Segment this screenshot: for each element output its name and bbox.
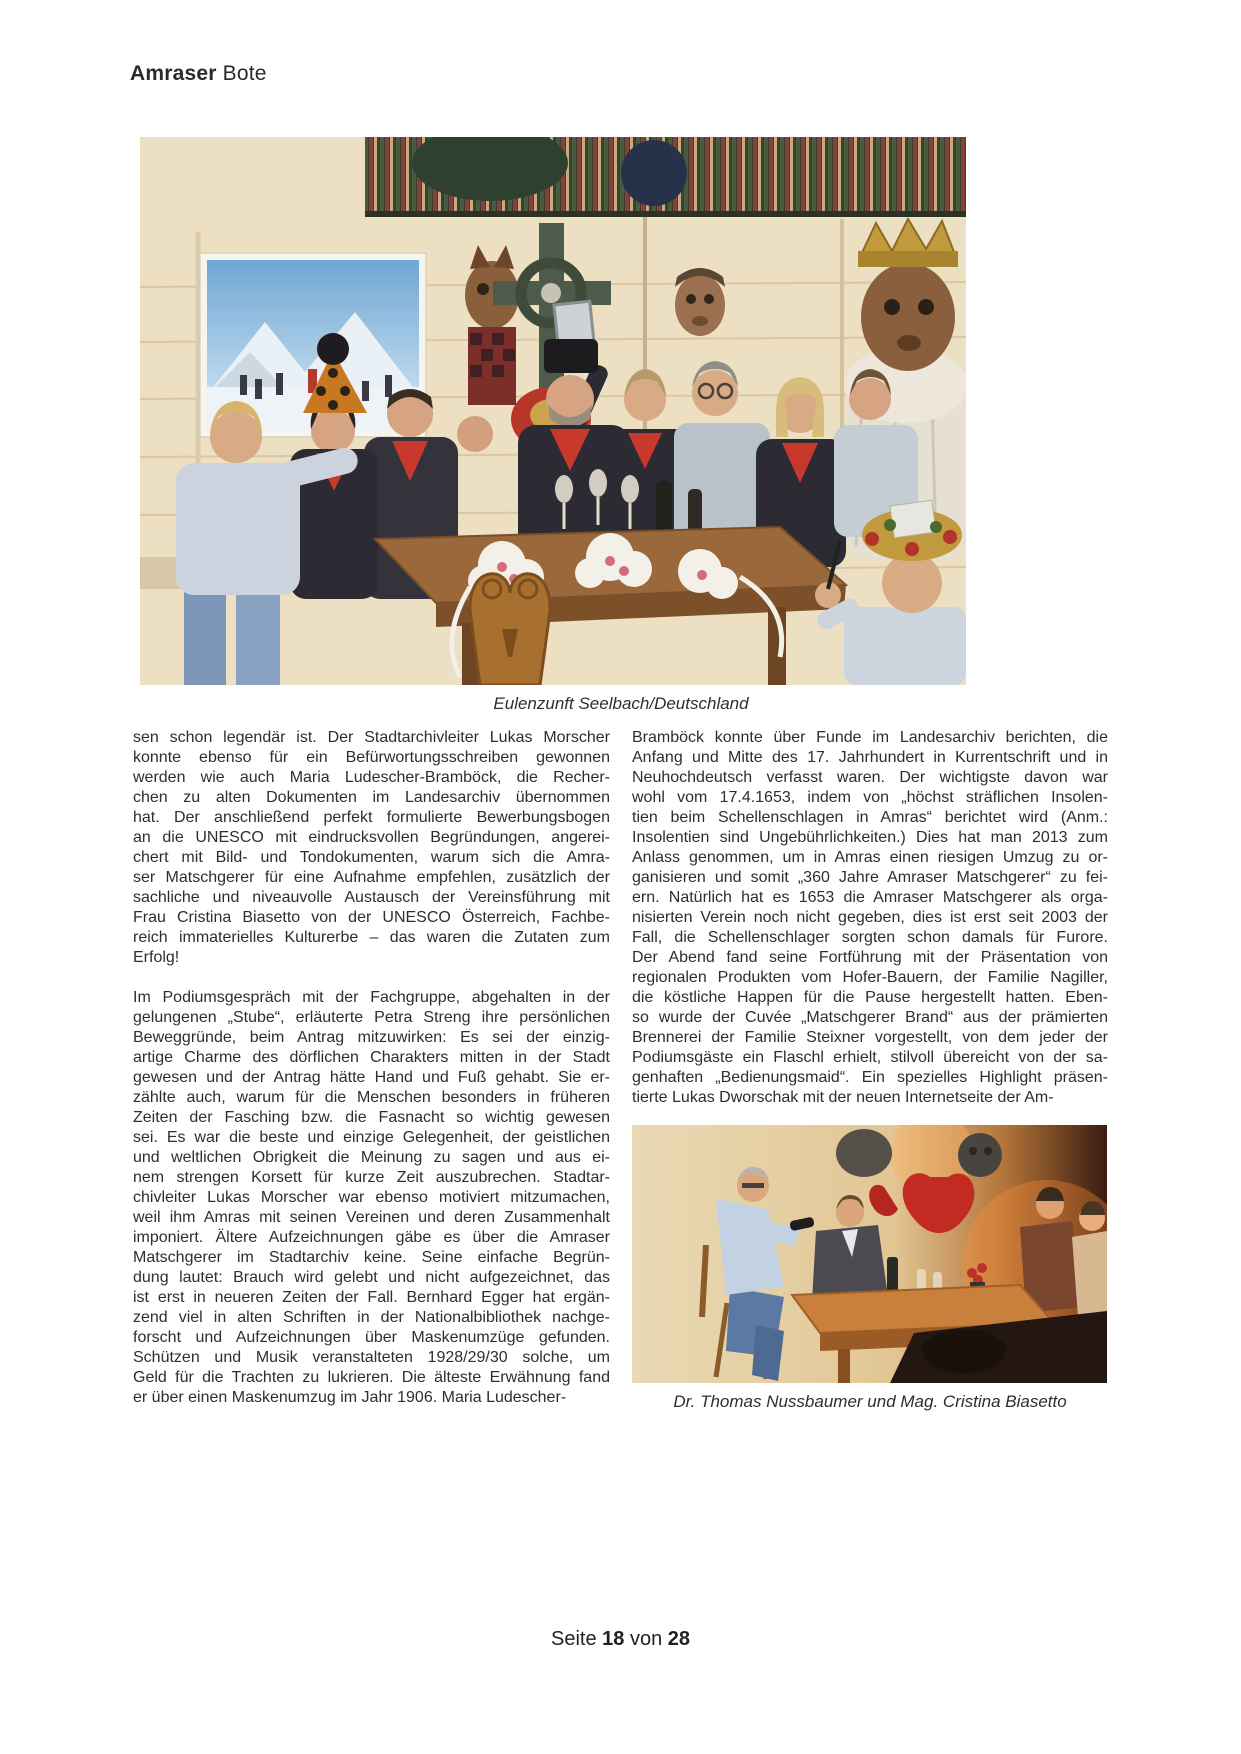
photo-podium-art xyxy=(632,1125,1107,1383)
text-line: ern. Natürlich hat es 1653 die Amraser Matschgerer als orga- xyxy=(632,889,1108,906)
text-line: ist erst in neueren Zeiten der Fall. Bernhard Egger hat ergän- xyxy=(133,1289,610,1306)
text-line: er über einen Maskenumzug im Jahr 1906. Maria Ludescher- xyxy=(133,1389,567,1406)
text-line: Anfang und Mitte des 17. Jahrhundert in Kurrentschrift und in xyxy=(632,749,1108,766)
masthead-title-regular: Bote xyxy=(222,62,267,85)
text-line: forscht und Aufzeichnungen über Maskenumzüge gefunden. xyxy=(133,1329,610,1346)
text-line: sachliche und niveauvolle Austausch der Vereinsführung mit xyxy=(133,889,610,906)
text-line: tierte Lukas Dworschak mit der neuen Internetseite der Am- xyxy=(632,1089,1054,1106)
paragraph xyxy=(133,988,610,1408)
text-line: Erfolg! xyxy=(133,949,180,966)
photo-eulenzunft-art xyxy=(140,137,966,685)
text-line: gewesen und der Antrag hätte Hand und Fuß gehabt. Sie er- xyxy=(133,1069,610,1086)
photo-top-caption: Eulenzunft Seelbach/Deutschland xyxy=(493,694,749,713)
article-column-left xyxy=(133,728,610,1412)
text-line: nisierten Verein noch nicht gegeben, dies ist erst seit 2003 der xyxy=(632,909,1108,926)
text-line: die köstliche Happen für die Pause hergestellt hatten. Eben- xyxy=(632,989,1108,1006)
text-line: so wurde der Cuvée „Matschgerer Brand“ aus der prämierten xyxy=(632,1009,1108,1026)
text-line: Geld für die Trachten zu lukrieren. Die älteste Erwähnung fand xyxy=(133,1369,610,1386)
article-body xyxy=(133,728,1108,1412)
text-line: regionalen Produkten vom Hofer-Bauern, der Familie Nagiller, xyxy=(632,969,1108,986)
text-line: werden wie auch Maria Ludescher-Bramböck, die Recher- xyxy=(133,769,610,786)
text-line: Brennerei der Familie Steixner vorgestellt, von dem jeder der xyxy=(632,1029,1108,1046)
text-line: Frau Cristina Biasetto von der UNESCO Österreich, Fachbe- xyxy=(133,909,610,926)
photo-eulenzunft xyxy=(140,137,966,685)
masthead xyxy=(130,62,267,86)
text-line: wohl vom 17.4.1653, indem von „höchst sträflichen Insolen- xyxy=(632,789,1108,806)
page-footer xyxy=(0,1628,1241,1651)
footer-label-page: Seite xyxy=(550,1628,597,1650)
text-line: tien beim Schellenschlagen in Amras“ berichtet wird (Anm.: xyxy=(632,809,1108,826)
text-line: konnte ebenso für ein Befürwortungsschreiben gewonnen xyxy=(133,749,610,766)
footer-label-of: von xyxy=(629,1628,663,1650)
text-line: zend viel in alten Schriften in der Nationalbibliothek nachge- xyxy=(133,1309,610,1326)
text-line: nem strengen Korsett für kurze Zeit auszubrechen. Stadtar- xyxy=(133,1169,610,1186)
text-line: chen zu alten Dokumenten im Landesarchiv übernommen xyxy=(133,789,610,806)
text-line: Podiumsgäste ein Flaschl erhielt, stilvoll übereicht von der sa- xyxy=(632,1049,1108,1066)
text-line: Fall, die Schellenschlager sorgten schon damals für Furore. xyxy=(632,929,1108,946)
face-mask-icon xyxy=(675,268,725,336)
text-line: Im Podiumsgespräch mit der Fachgruppe, abgehalten in der xyxy=(133,989,610,1006)
photo-podium xyxy=(632,1125,1107,1383)
text-line: Bramböck konnte über Funde im Landesarchiv berichten, die xyxy=(632,729,1108,746)
text-line: chivleiter Lukas Morscher war ebenso motiviert mitzumachen, xyxy=(133,1189,610,1206)
text-line: Schützen und Musik veranstalteten 1928/29/30 solche, um xyxy=(133,1349,610,1366)
text-line: Neuhochdeutsch verfasst waren. Der wichtigste davon war xyxy=(632,769,1108,786)
text-line: artige Charme des dörflichen Charakters mitten in der Stadt xyxy=(133,1049,610,1066)
photo-bottom-caption: Dr. Thomas Nussbaumer und Mag. Cristina Biasetto xyxy=(673,1392,1067,1411)
text-line: Beweggründe, beim Antrag mitzuwirken: Es sei der einzig- xyxy=(133,1029,610,1046)
curtain xyxy=(365,137,966,217)
text-line: zählte auch, warum für die Menschen besonders in früheren xyxy=(133,1089,610,1106)
article-column-right xyxy=(632,728,1108,1412)
text-line: genhaften „Bedienungsmaid“. Ein spezielles Highlight präsen- xyxy=(632,1069,1108,1086)
text-line: Der Abend fand seine Fortführung mit der Präsentation von xyxy=(632,949,1108,966)
text-line: Zeiten der Fasching bzw. die Fasnacht so wichtig gewesen xyxy=(133,1109,610,1126)
text-line: dung lautet: Brauch wird gelebt und nicht aufgezeichnet, das xyxy=(133,1269,610,1286)
text-line: imponiert. Ältere Aufzeichnungen gäbe es über die Amraser xyxy=(133,1229,610,1246)
paragraph xyxy=(133,728,610,968)
text-line: gelungenen „Stube“, erläuterte Petra Streng ihre persönlichen xyxy=(133,1009,610,1026)
text-line: sei. Es war die beste und einzige Gelegenheit, der geistlichen xyxy=(133,1129,610,1146)
text-line: ganisieren und somit „360 Jahre Amraser Matschgerer“ zu fei- xyxy=(632,869,1108,886)
text-line: reich immaterielles Kulturerbe – das waren die Zutaten zum xyxy=(133,929,610,946)
footer-page-number: 18 xyxy=(602,1628,625,1650)
text-line: Anlass genommen, um in Amras einen riesigen Umzug zu or- xyxy=(632,849,1108,866)
footer-total-pages: 28 xyxy=(667,1628,691,1650)
masthead-title-bold: Amraser xyxy=(130,62,217,85)
text-line: Insolentien sind Ungebührlichkeiten.) Dies hat man 2013 zum xyxy=(632,829,1108,846)
text-line: hat. Der anschließend perfekt formulierte Bewerbungsbogen xyxy=(133,809,610,826)
text-line: sen schon legendär ist. Der Stadtarchivleiter Lukas Morscher xyxy=(133,729,610,746)
text-line: an die UNESCO mit eindrucksvollen Begründungen, angerei- xyxy=(133,829,610,846)
paragraph xyxy=(632,728,1108,1108)
text-line: chert mit Bild- und Tondokumenten, warum sich die Amra- xyxy=(133,849,610,866)
heart-chair xyxy=(470,574,550,685)
article-column-right-text xyxy=(632,728,1108,1108)
text-line: und weltlichen Obrigkeit die Meinung zu sagen und aus ei- xyxy=(133,1149,610,1166)
text-line: ser Matschgerer für eine Aufnahme empfehlen, zusätzlich der xyxy=(133,869,610,886)
text-line: Matschgerer im Stadtarchiv keine. Seine einfache Begrün- xyxy=(133,1249,610,1266)
text-line: weil ihm Amras mit seinen Vereinen und deren Zusammenhalt xyxy=(133,1209,610,1226)
